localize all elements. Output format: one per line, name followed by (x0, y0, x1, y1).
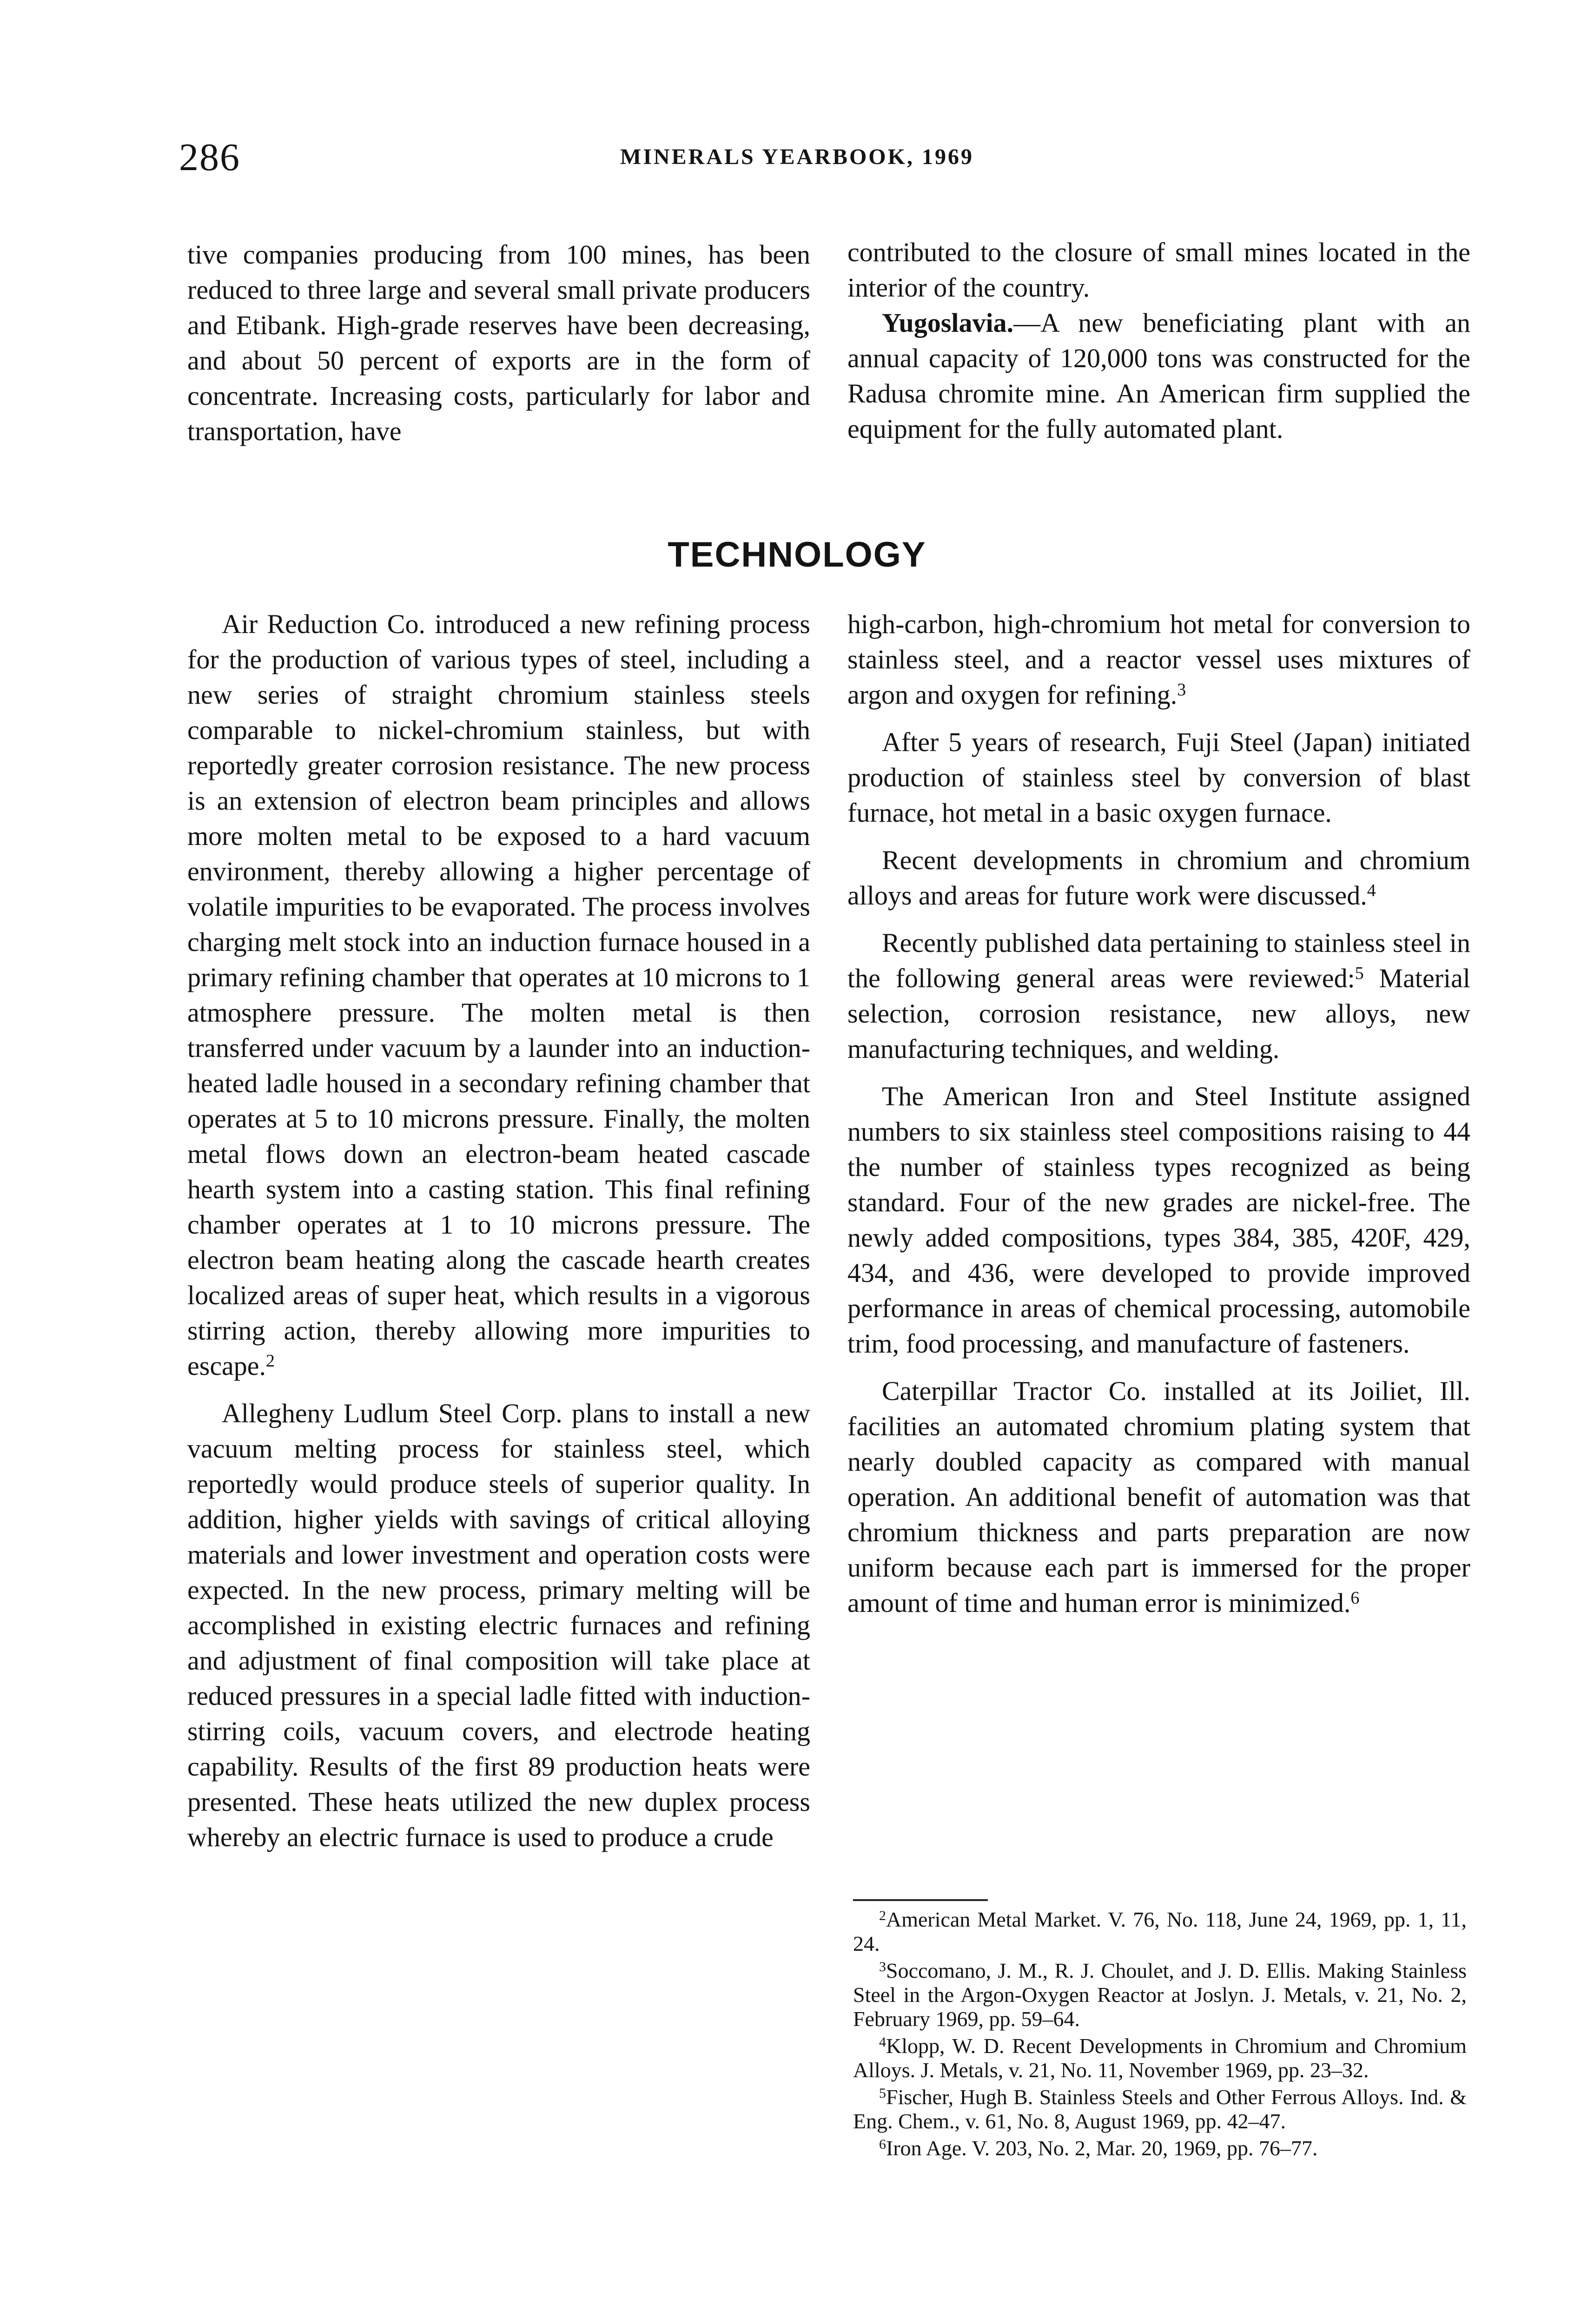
section-heading: TECHNOLOGY (668, 535, 926, 574)
technology-left-column (187, 607, 810, 1855)
footnote: $^4$Klopp, W. D. Recent Developments in Chromium and Chromium Alloys. J. Metals, v. 21, No. 11, November 1969, pp. 23–32. (853, 2034, 1467, 2082)
footnote-divider (853, 1899, 988, 1901)
footnote-ref: 3 (1177, 680, 1186, 700)
published-data-paragraph: Recently published data pertaining to stainless steel in the following general areas were reviewed:$^5$ Material selection, corrosion resistance, new alloys, new manufacturing techniques, and welding. (847, 928, 1470, 1064)
footnote-ref: 6 (1350, 1588, 1360, 1608)
footnote: $^6$Iron Age. V. 203, No. 2, Mar. 20, 1969, pp. 76–77. (879, 2136, 1318, 2160)
allegheny-paragraph: Allegheny Ludlum Steel Corp. plans to install a new vacuum melting process for stainless steel, which reportedly would produce steels of superior quality. In addition, higher yields with savings of critical alloying materials and lower investment and operation costs were expected. In the new process, primary melting will be accomplished in existing electric furnaces and refining and adjustment of final composition will take place at reduced pressures in a special ladle fitted with induction-stirring coils, vacuum covers, and electrode heating capability. Results of the first 89 production heats were presented. These heats utilized the new duplex process whereby an electric furnace is used to produce a crude (187, 1398, 810, 1852)
footnote-ref: 2 (266, 1351, 275, 1371)
footnote: $^5$Fischer, Hugh B. Stainless Steels and Other Ferrous Alloys. Ind. & Eng. Chem., v. 61, No. 8, August 1969, pp. 42–47. (853, 2085, 1467, 2133)
footnote-ref: 5 (1355, 964, 1364, 983)
argon-oxygen-paragraph: high-carbon, high-chromium hot metal for conversion to stainless steel, and a reactor vessel uses mixtures of argon and oxygen for refining.$^3$ (847, 609, 1470, 710)
yugoslavia-paragraph (847, 305, 1470, 447)
running-title: MINERALS YEARBOOK, 1969 (620, 145, 974, 169)
top-right-column (847, 235, 1470, 447)
caterpillar-paragraph: Caterpillar Tractor Co. installed at its Joiliet, Ill. facilities an automated chromium plating system that nearly doubled capacity as compared with manual operation. An additional benefit of automation was that chromium thickness and parts preparation are now uniform because each part is immersed for the proper amount of time and human error is minimized.$^6$ (847, 1376, 1470, 1618)
technology-right-column (847, 607, 1470, 1621)
yugoslavia-label: Yugoslavia. (882, 308, 1014, 338)
footnote-ref: 4 (1367, 881, 1376, 900)
yugoslavia-text: —A new beneficiating plant with an annual capacity of 120,000 tons was constructed for the Radusa chromite mine. An American firm supplied the equipment for the fully automated plant. (847, 308, 1470, 444)
air-reduction-paragraph: Air Reduction Co. introduced a new refining process for the production of various types of steel, including a new series of straight chromium stainless steels comparable to nickel-chromium stainless, but with reportedly greater corrosion resistance. The new process is an extension of electron beam principles and allows more molten metal to be exposed to a hard vacuum environment, thereby allowing a higher percentage of volatile impurities to be evaporated. The process involves charging melt stock into an induction furnace housed in a primary refining chamber that operates at 10 microns to 1 atmosphere pressure. The molten metal is then transferred under vacuum by a launder into an induction-heated ladle housed in a secondary refining chamber that operates at 5 to 10 microns pressure. Finally, the molten metal flows down an electron-beam heated cascade hearth system into a casting station. This final refining chamber operates at 1 to 10 microns pressure. The electron beam heating along the cascade hearth creates localized areas of super heat, which results in a vigorous stirring action, thereby allowing more impurities to escape.$^2$ (187, 609, 810, 1381)
fuji-steel-paragraph: After 5 years of research, Fuji Steel (Japan) initiated production of stainless steel by conversion of blast furnace, hot metal in a basic oxygen furnace. (847, 727, 1470, 828)
footnote: $^2$American Metal Market. V. 76, No. 118, June 24, 1969, pp. 1, 11, 24. (853, 1908, 1467, 1955)
continued-paragraph-end: contributed to the closure of small mines located in the interior of the country. (847, 237, 1470, 303)
page-header (0, 135, 1594, 200)
footnotes (853, 1908, 1467, 2163)
footnote: $^3$Soccomano, J. M., R. J. Choulet, and J. D. Ellis. Making Stainless Steel in the Argon-Oxygen Reactor at Joslyn. J. Metals, v. 21, No. 2, February 1969, pp. 59–64. (853, 1959, 1467, 2031)
top-left-column (187, 237, 810, 449)
recent-developments-paragraph: Recent developments in chromium and chromium alloys and areas for future work were discussed.$^4$ (847, 845, 1470, 911)
page-number: 286 (179, 136, 240, 179)
continued-paragraph: tive companies producing from 100 mines, has been reduced to three large and several small private producers and Etibank. High-grade reserves have been decreasing, and about 50 percent of exports are in the form of concentrate. Increasing costs, particularly for labor and transportation, have (187, 239, 810, 446)
aisi-paragraph: The American Iron and Steel Institute assigned numbers to six stainless steel compositions raising to 44 the number of stainless types recognized as being standard. Four of the new grades are nickel-free. The newly added compositions, types 384, 385, 420F, 429, 434, and 436, were developed to provide improved performance in areas of chemical processing, automobile trim, food processing, and manufacture of fasteners. (847, 1081, 1470, 1359)
